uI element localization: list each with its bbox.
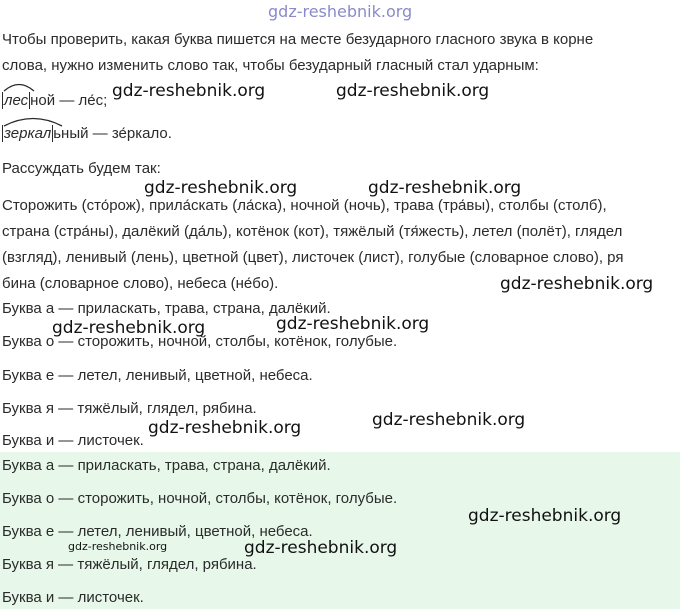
- example-1-rest: ной — ле́с;: [30, 92, 108, 109]
- example-2: [2, 125, 172, 143]
- watermark: gdz-reshebnik.org: [368, 178, 522, 198]
- watermark-small: gdz-reshebnik.org: [68, 540, 168, 553]
- watermark: gdz-reshebnik.org: [500, 274, 654, 294]
- reasoning-label: Рассуждать будем так:: [2, 160, 161, 177]
- intro-line-2: слова, нужно изменить слово так, чтобы безударный гласный стал ударным:: [2, 57, 539, 74]
- watermark: gdz-reshebnik.org: [372, 410, 526, 430]
- highlight-answer-line: Буква а — приласкать, трава, страна, далёкий.: [2, 457, 331, 474]
- watermark: gdz-reshebnik.org: [244, 538, 398, 558]
- example-2-root: зеркал: [4, 125, 52, 142]
- answer-line: Буква е — летел, ленивый, цветной, небеса.: [2, 367, 313, 384]
- example-1: [2, 92, 107, 110]
- highlight-answer-line: Буква я — тяжёлый, глядел, рябина.: [2, 556, 257, 573]
- watermark: gdz-reshebnik.org: [52, 318, 206, 338]
- intro-line-1: Чтобы проверить, какая буква пишется на месте безударного гласного звука в корне: [2, 31, 594, 48]
- root-arc-mark: [2, 80, 36, 92]
- watermark: gdz-reshebnik.org: [468, 506, 622, 526]
- reasoning-line: бина (словарное слово), небеса (не́бо).: [2, 275, 279, 292]
- watermark: gdz-reshebnik.org: [148, 418, 302, 438]
- watermark-top: gdz-reshebnik.org: [268, 2, 413, 21]
- watermark: gdz-reshebnik.org: [276, 314, 430, 334]
- answer-line: Буква я — тяжёлый, глядел, рябина.: [2, 400, 257, 417]
- answer-line: Буква и — листочек.: [2, 432, 144, 449]
- reasoning-line: (взгляд), ленивый (лень), цветной (цвет), листочек (лист), голубые (словарное слово), ря: [2, 249, 624, 266]
- watermark: gdz-reshebnik.org: [112, 81, 266, 101]
- reasoning-line: Сторожить (сто́рож), прила́скать (ла́ска), ночной (ночь), трава (тра́вы), столбы (столб),: [2, 197, 607, 214]
- highlight-answer-line: Буква о — сторожить, ночной, столбы, котёнок, голубые.: [2, 490, 398, 507]
- highlight-answer-line: Буква е — летел, ленивый, цветной, небеса.: [2, 523, 313, 540]
- reasoning-line: страна (стра́ны), далёкий (да́ль), котёнок (кот), тяжёлый (тя́жесть), летел (полёт), глядел: [2, 223, 623, 240]
- answer-line: Буква а — приласкать, трава, страна, далёкий.: [2, 300, 331, 317]
- watermark: gdz-reshebnik.org: [144, 178, 298, 198]
- example-1-root: лес: [4, 92, 29, 109]
- answer-line: Буква о — сторожить, ночной, столбы, котёнок, голубые.: [2, 333, 398, 350]
- example-2-rest: ьный — зе́ркало.: [53, 125, 172, 142]
- watermark: gdz-reshebnik.org: [336, 81, 490, 101]
- highlight-answer-line: Буква и — листочек.: [2, 589, 144, 606]
